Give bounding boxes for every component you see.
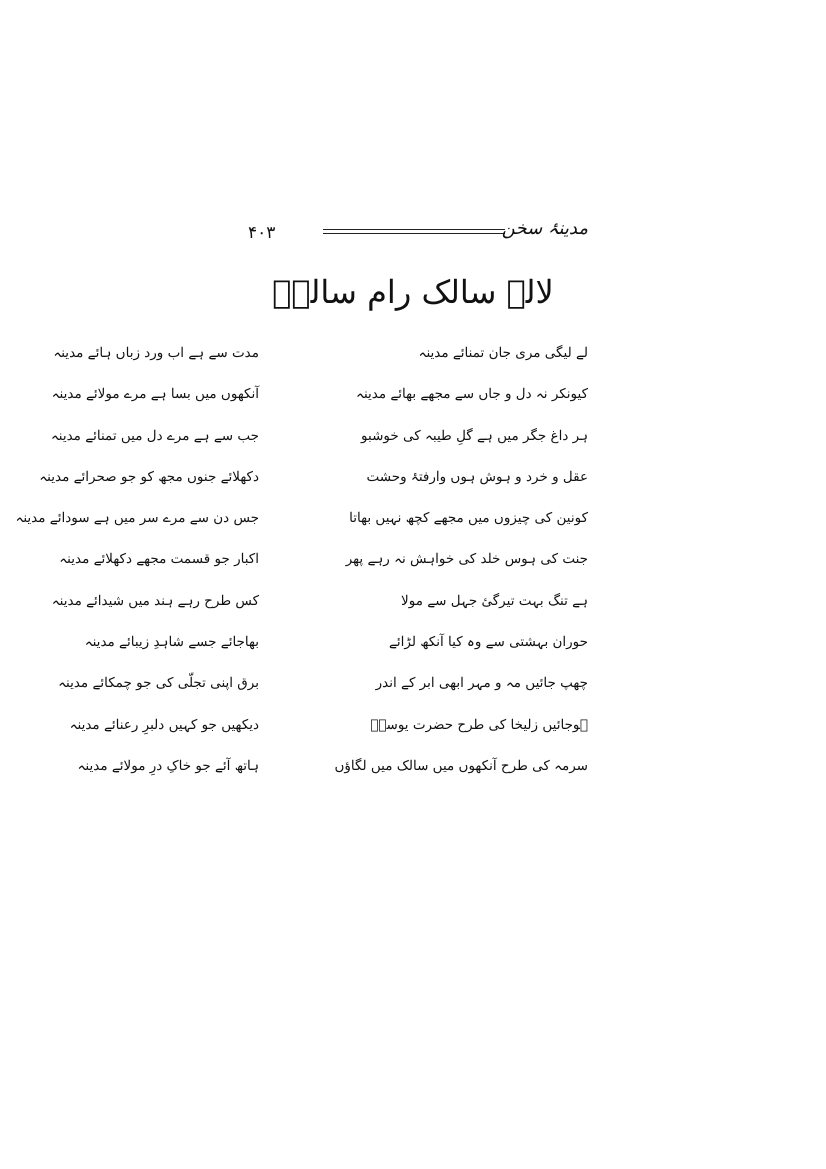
couplet: [0, 546, 826, 587]
couplet: [0, 629, 826, 670]
second-misra: دکھلائے جنوں مجھ کو جو صحرائے مدینہ: [39, 468, 259, 485]
second-misra: آنکھوں میں بسا ہے مرے مولائے مدینہ: [51, 386, 259, 403]
first-misra: چھپ جائیں مہ و مہر ابھی ابر کے اندر: [375, 675, 588, 692]
couplet: [0, 753, 826, 794]
second-misra: اکبار جو قسمت مجھے دکھلائے مدینہ: [59, 551, 259, 568]
first-misra: ہے تنگ بہت تیرگیٔ جہل سے مولا: [401, 592, 588, 609]
header-rule-top: [323, 229, 505, 230]
first-misra: لے لیگی مری جان تمنائے مدینہ: [418, 345, 588, 361]
page-header: [248, 218, 588, 248]
second-misra: بھاجائے جسے شاہدِ زیبائے مدینہ: [84, 634, 259, 651]
couplet: [0, 464, 826, 505]
page-number: ۴۰۳: [248, 223, 276, 243]
second-misra: ہاتھ آئے جو خاکِ درِ مولائے مدینہ: [77, 757, 259, 774]
poem: [0, 340, 826, 794]
second-misra: برق اپنی تجلّی کی جو چمکائے مدینہ: [58, 675, 259, 692]
first-misra: کونین کی چیزوں میں مجھے کچھ نہیں بھاتا: [349, 510, 588, 527]
first-misra: حوران بہشتی سے وہ کیا آنکھ لڑائے: [388, 634, 588, 651]
first-misra: کیونکر نہ دل و جاں سے مجھے بھائے مدینہ: [356, 386, 588, 403]
first-misra: ہر داغ جگر میں ہے گلِ طیبہ کی خوشبو: [361, 427, 588, 444]
couplet: [0, 588, 826, 629]
first-misra: عقل و خرد و ہوش ہوں وارفتۂ وحشت: [366, 468, 588, 485]
couplet: [0, 670, 826, 711]
couplet: [0, 712, 826, 753]
first-misra: سرمہ کی طرح آنکھوں میں سالک میں لگاؤں: [334, 757, 588, 774]
poet-name-heading: لالہ سالک رام سالکؔ: [272, 273, 554, 311]
second-misra: کس طرح رہے ہند میں شیدائے مدینہ: [51, 592, 259, 609]
second-misra: جس دن سے مرے سر میں ہے سودائے مدینہ: [15, 510, 259, 527]
second-misra: دیکھیں جو کہیں دلبرِ رعنائے مدینہ: [69, 716, 259, 733]
book-title: مدینۂ سخن: [501, 218, 588, 239]
couplet: [0, 423, 826, 464]
second-misra: جب سے ہے مرے دل میں تمنائے مدینہ: [50, 427, 259, 444]
second-misra: مدت سے ہے اب ورد زباں ہائے مدینہ: [53, 345, 259, 361]
first-misra: جنت کی ہوس خلد کی خواہش نہ رہے پھر: [345, 551, 588, 568]
couplet: [0, 340, 826, 381]
header-rule-bottom: [323, 233, 505, 234]
first-misra: ہوجائیں زلیخا کی طرح حضرت یوسفؑ: [370, 716, 588, 733]
couplet: [0, 505, 826, 546]
couplet: [0, 381, 826, 422]
